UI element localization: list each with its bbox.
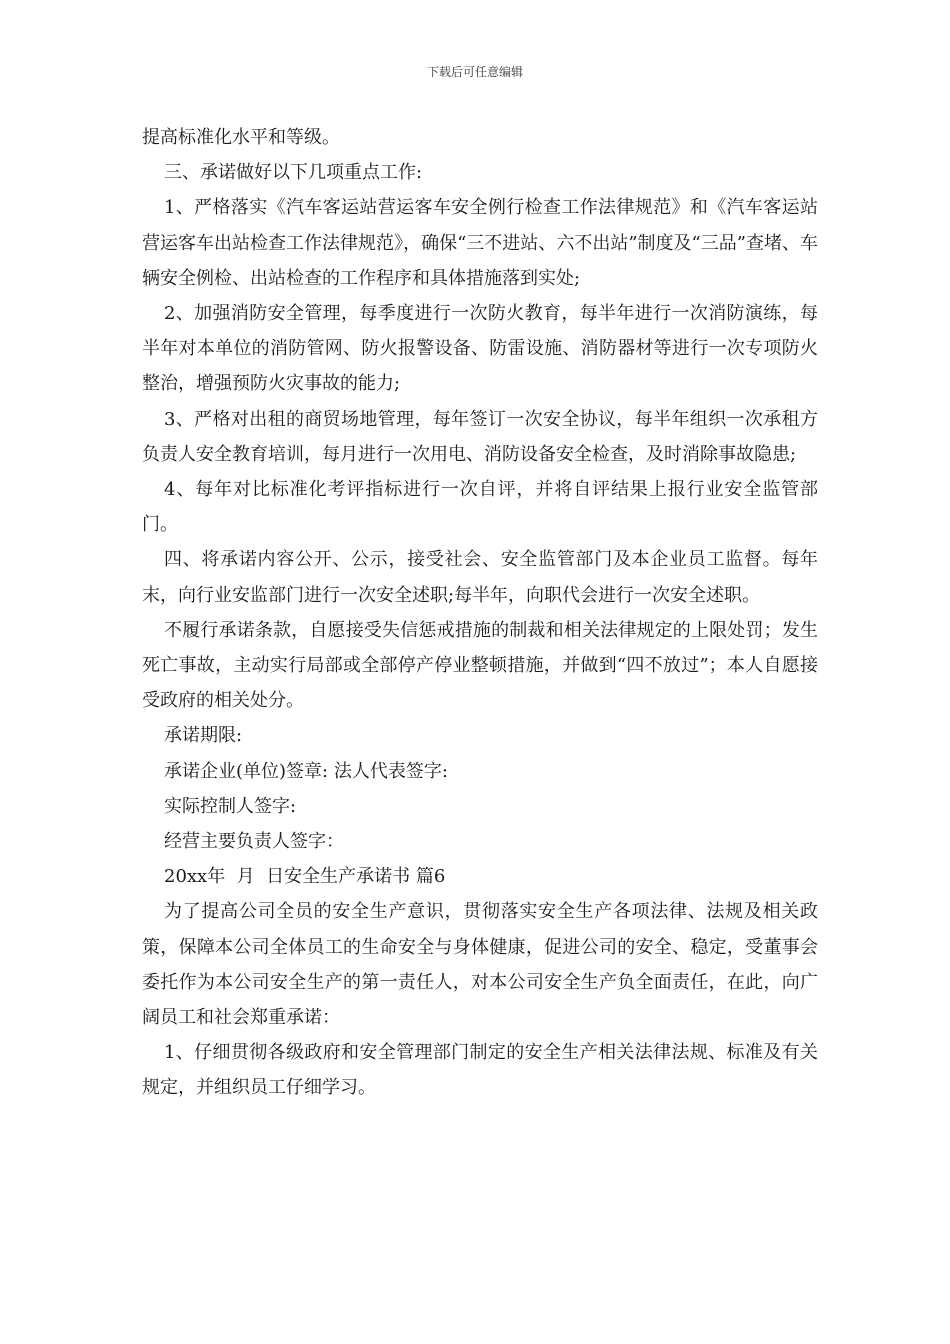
- paragraph: 4、每年对比标准化考评指标进行一次自评，并将自评结果上报行业安全监管部门。: [142, 479, 818, 536]
- company-seal-signature-label: 承诺企业(单位)签章: 法人代表签字:: [164, 760, 448, 782]
- date-and-section-title: 20xx年 月 日安全生产承诺书 篇6: [164, 866, 446, 888]
- document-body: [142, 120, 818, 1106]
- paragraph: 不履行承诺条款，自愿接受失信惩戒措施的制裁和相关法律规定的上限处罚；发生死亡事故，主动实行局部或全部停产停业整顿措施，并做到“四不放过”；本人自愿接受政府的相关处分。: [142, 619, 818, 712]
- page-header: 下载后可任意编辑: [426, 65, 523, 79]
- paragraph: 3、严格对出租的商贸场地管理，每年签订一次安全协议，每半年组织一次承租方负责人安全教育培训，每月进行一次用电、消防设备安全检查，及时消除事故隐患;: [142, 408, 818, 465]
- paragraph: 为了提高公司全员的安全生产意识，贯彻落实安全生产各项法律、法规及相关政策，保障本公司全体员工的生命安全与身体健康，促进公司的安全、稳定，受董事会委托作为本公司安全生产的第一责任人，对本公司安全生产负全面责任，在此，向广阔员工和社会郑重承诺：: [142, 901, 818, 1029]
- paragraph: 1、严格落实《汽车客运站营运客车安全例行检查工作法律规范》和《汽车客运站营运客车出站检查工作法律规范》，确保“三不进站、六不出站”制度及“三品”查堵、车辆安全例检、出站检查的工作程序和具体措施落到实处;: [142, 197, 818, 289]
- paragraph: 1、仔细贯彻各级政府和安全管理部门制定的安全生产相关法律法规、标准及有关规定，并组织员工仔细学习。: [142, 1042, 818, 1099]
- section-heading-commitments: 三、承诺做好以下几项重点工作:: [164, 162, 423, 184]
- controller-signature-label: 实际控制人签字:: [164, 795, 297, 817]
- paragraph: 2、加强消防安全管理，每季度进行一次防火教育，每半年进行一次消防演练，每半年对本单位的消防管网、防火报警设备、防雷设施、消防器材等进行一次专项防火整治，增强预防火灾事故的能力;: [142, 303, 818, 395]
- manager-signature-label: 经营主要负责人签字：: [164, 831, 344, 853]
- paragraph: 四、将承诺内容公开、公示，接受社会、安全监管部门及本企业员工监督。每年末，向行业安监部门进行一次安全述职;每半年，向职代会进行一次安全述职。: [142, 549, 818, 606]
- commitment-period-label: 承诺期限:: [164, 725, 243, 747]
- paragraph: 提高标准化水平和等级。: [142, 127, 340, 148]
